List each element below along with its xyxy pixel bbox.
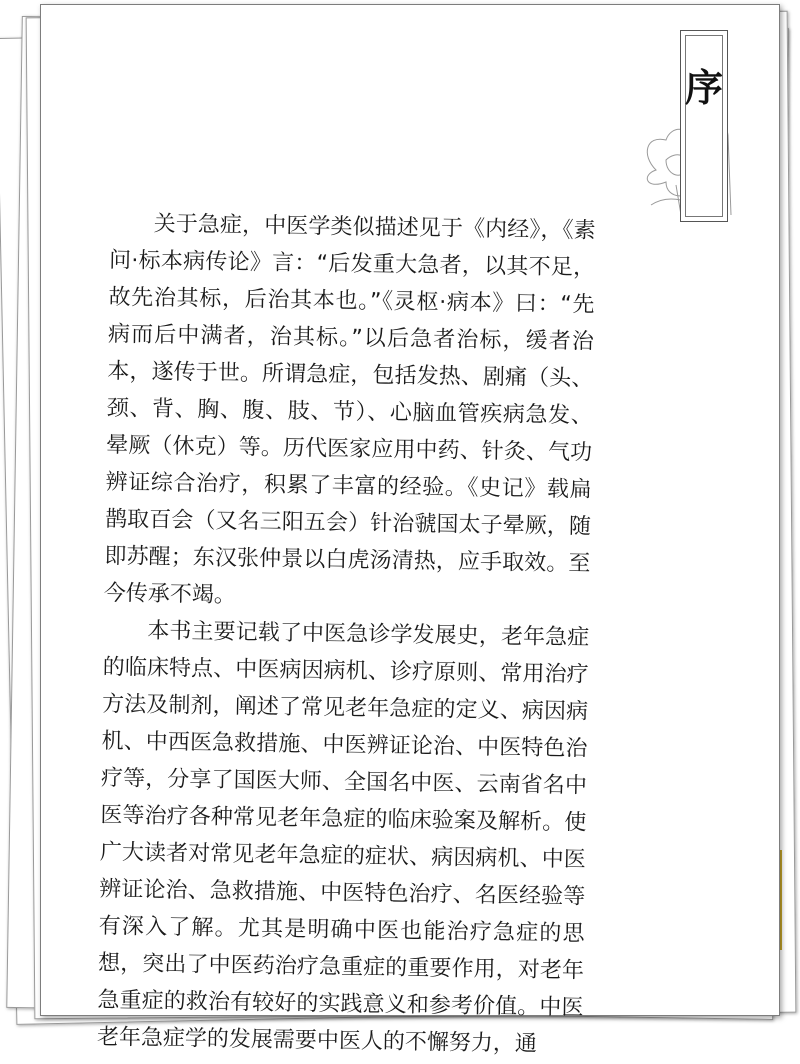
body-text	[97, 205, 596, 1064]
paragraph: 关于急症，中医学类似描述见于《内经》，《素问·标本病传论》言：“后发重大急者，以其不足，故先治其标，后治其本也。”《灵枢·病本》曰：“先病而后中满者，治其标。”以后急者治标，缓者治本，遂传于世。所谓急症，包括发热、剧痛（头、颈、背、胸、腹、肢、节）、心脑血管疾病急发、晕厥（休克）等。历代医家应用中药、针灸、气功辨证综合治疗，积累了丰富的经验。《史记》载扁鹊取百会（又名三阳五会）针治虢国太子晕厥，随即苏醒；东汉张仲景以白虎汤清热，应手取效。至今传承不竭。	[103, 211, 596, 609]
paragraph: 本书主要记载了中医急诊学发展史，老年急症的临床特点、中医病因病机、诊疗原则、常用治疗方法及制剂，阐述了常见老年急症的定义、病因病机、中西医急救措施、中医辨证论治、中医特色治疗等，分享了国医大师、全国名中医、云南省名中医等治疗各种常见老年急症的临床验案及解析。使广大读者对常见老年急症的症状、病因病机、中医辨证论治、急救措施、中医特色治疗、名医经验等有深入了解。尤其是明确中医也能治疗急症的思想，突出了中医药治疗急重症的重要作用，对老年急重症的救治有较好的实践意义和参考价值。中医老年急症学的发展需要中医人的不懈努力，通	[96, 618, 590, 1057]
heading-tab	[680, 30, 728, 222]
page-title: 序	[684, 65, 723, 110]
